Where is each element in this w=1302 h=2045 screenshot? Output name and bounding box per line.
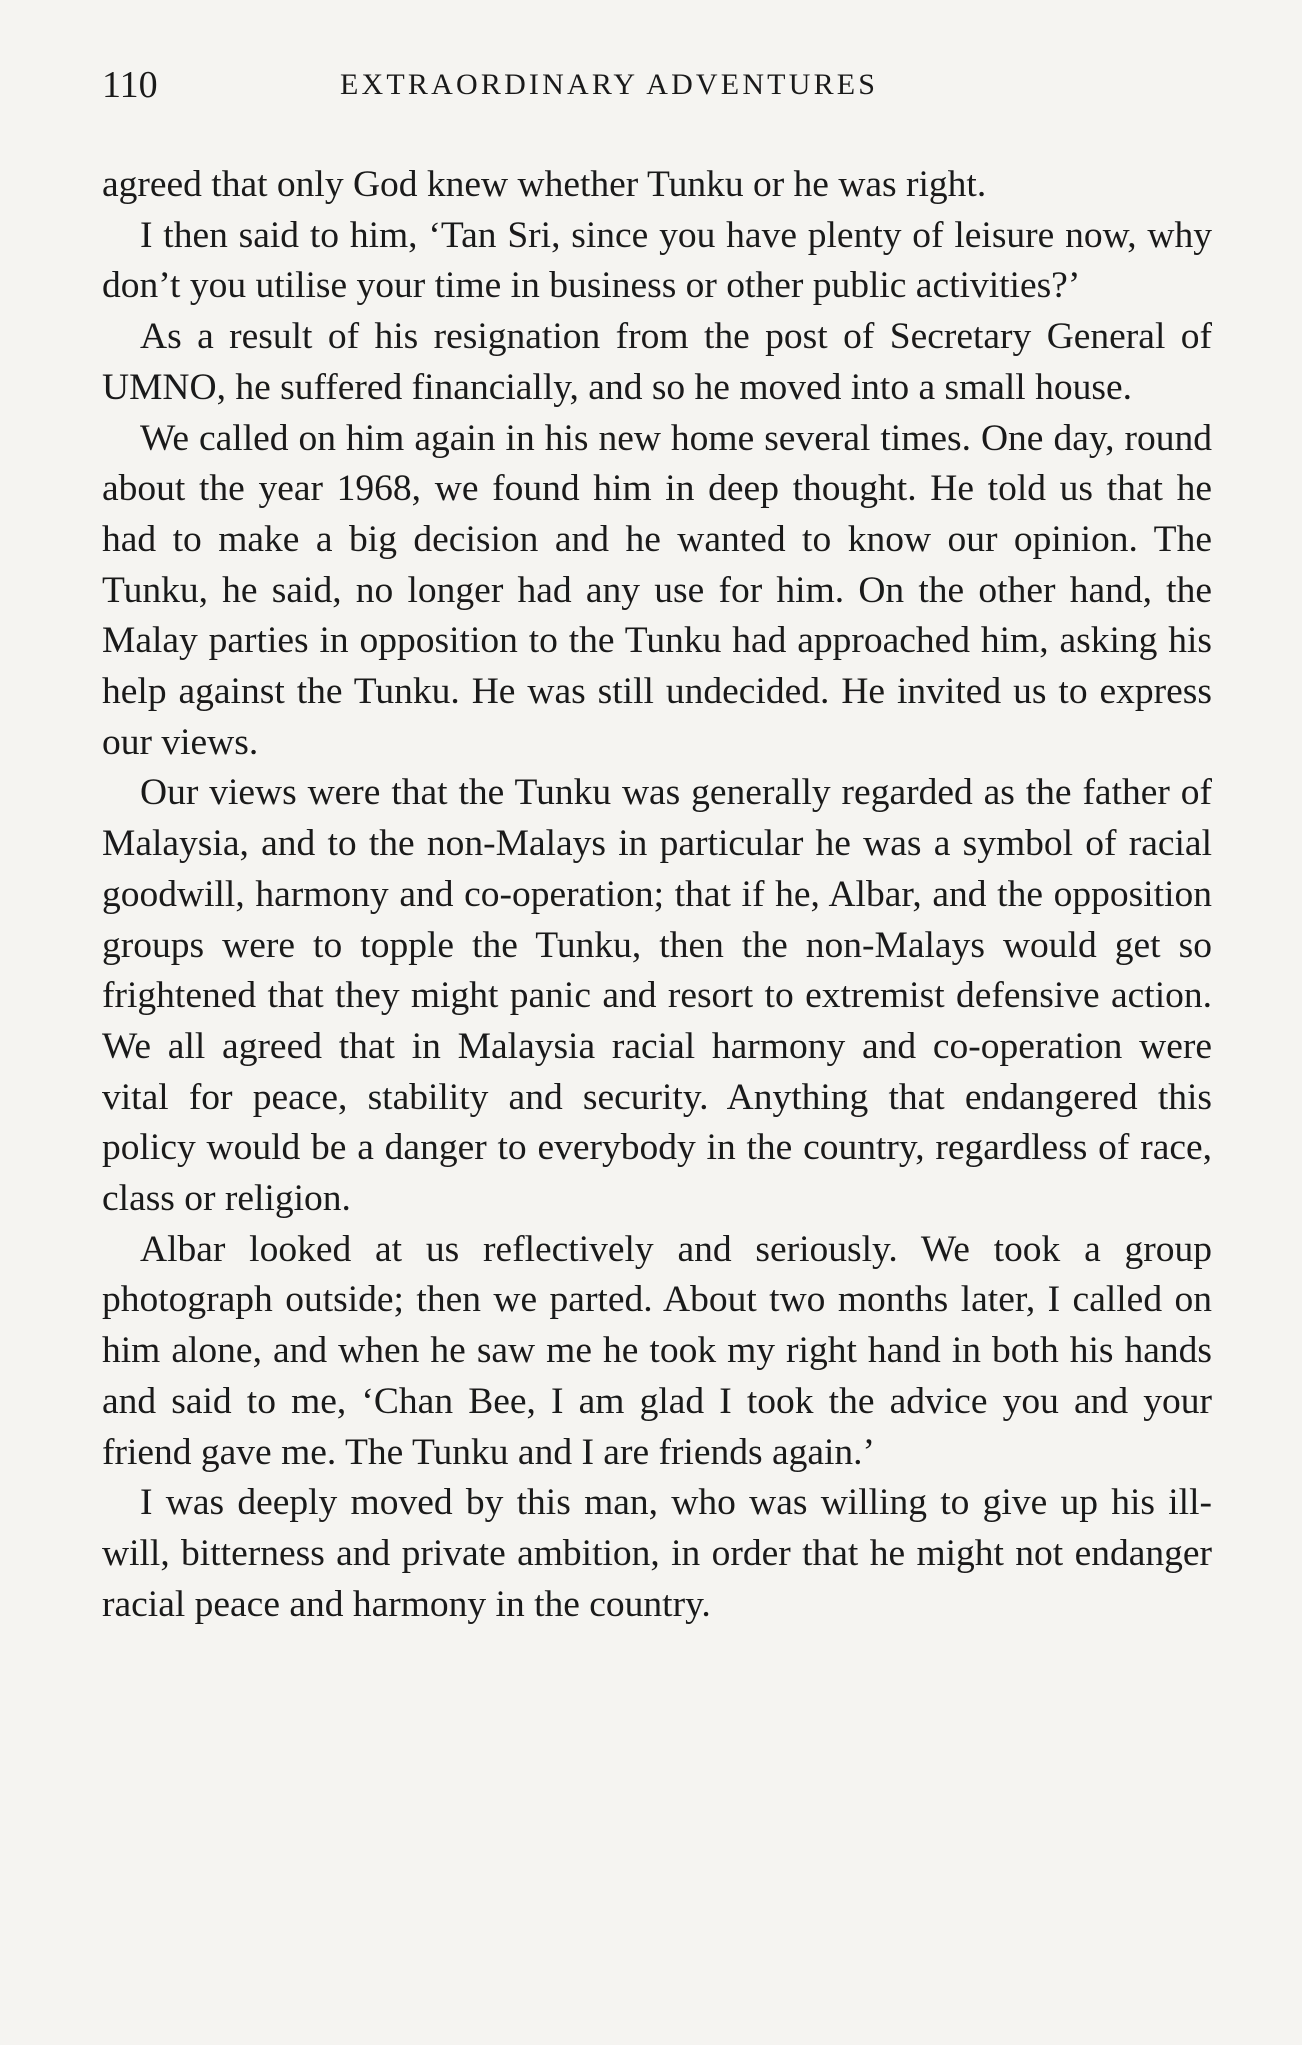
page-number: 110 [102,64,158,106]
paragraph: Our views were that the Tunku was generally regarded as the father of Malaysia, and to the non-Malays in particular he was a symbol of racial goodwill, harmony and co-operation; that if he, Albar, and the opposition groups were to topple the Tunku, then the non-Malays would get so frightened that they might panic and resort to extremist defensive action. We all agreed that in Malaysia racial harmony and co-operation were vital for peace, stability and security. Anything that endangered this policy would be a danger to everybody in the country, regardless of race, class or religion. [102,772,1212,1220]
running-head [102,60,1212,110]
paragraph: Albar looked at us reflectively and seriously. We took a group photograph outside; then we parted. About two months later, I called on him alone, and when he saw me he took my right hand in both his hands and said to me, ‘Chan Bee, I am glad I took the advice you and your friend gave me. The Tunku and I are friends again.’ [102,1228,1212,1473]
body-text [102,160,1212,1630]
paragraph-continued: agreed that only God knew whether Tunku or he was right. [102,164,987,205]
paragraph: As a result of his resignation from the post of Secretary General of UMNO, he suffered financially, and so he moved into a small house. [102,316,1212,408]
paragraph: I was deeply moved by this man, who was willing to give up his ill-will, bitterness and private ambition, in order that he might not endanger racial peace and harmony in the country. [102,1482,1212,1625]
running-title: EXTRAORDINARY ADVENTURES [340,68,879,101]
paragraph: We called on him again in his new home several times. One day, round about the year 1968, we found him in deep thought. He told us that he had to make a big decision and he wanted to know our opinion. The Tunku, he said, no longer had any use for him. On the other hand, the Malay parties in opposition to the Tunku had approached him, asking his help against the Tunku. He was still undecided. He invited us to express our views. [102,417,1212,763]
paragraph: I then said to him, ‘Tan Sri, since you have plenty of leisure now, why don’t you utilise your time in business or other public activities?’ [102,214,1212,307]
